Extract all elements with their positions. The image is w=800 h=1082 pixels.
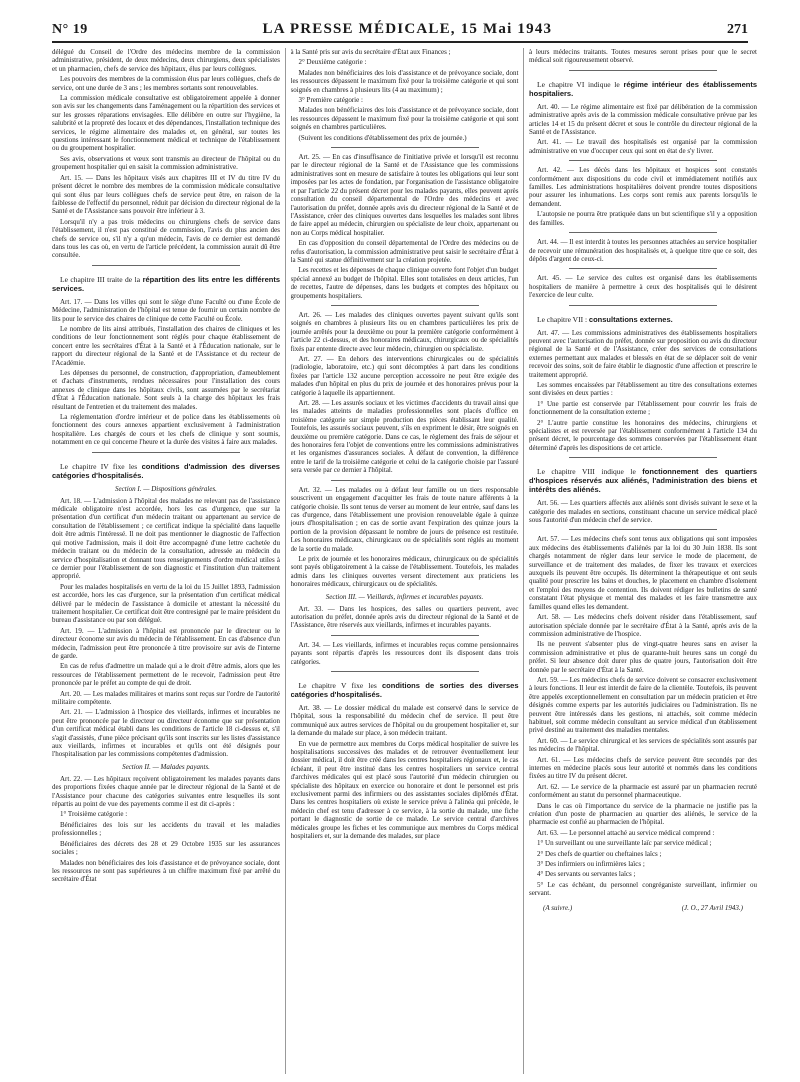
paragraph: En cas de refus d'admettre un malade qui a le droit d'être admis, alors que les ressources de l'établissement permettent de le recevoir, l'admission peut être prononcée par le préfet au compte de qui de droit. (52, 662, 280, 688)
list-item: 2° L'autre partie constitue les honoraires des médecins, chirurgiens et spécialistes et est reversée par l'établissement conformément à l'article 134 du présent décret, le pourcentage des sommes conservées par l'établissement étant déterminé d'après les dispositions de cet article. (529, 418, 757, 452)
article-paragraph: Art. 62. — Le service de la pharmacie est assuré par un pharmacien recruté conformément au statut du personnel pharmaceutique. (529, 782, 757, 800)
column-separator (523, 48, 524, 1074)
page-header (52, 14, 748, 43)
article-paragraph: Art. 34. — Les vieillards, infirmes et incurables reçus comme pensionnaires payants sont répartis d'après les ressources dont ils disposent dans trois catégories. (290, 640, 519, 666)
article-paragraph: Art. 59. — Les médecins chefs de service doivent se consacrer exclusivement à leurs fonctions. Il leur est interdit de faire de la clientèle. Toutefois, ils peuvent être appelés exceptionnellement en consultation par un médecin praticien et être désignés comme experts par les autorités judiciaires ou l'administration. Ils ne peuvent être intéressés dans les gestions, ni attachés, soit comme médecin habituel, soit comme médecin consultant au service médical d'un établissement privé destiné au traitement des maladies mentales. (529, 675, 757, 735)
paragraph: délégué du Conseil de l'Ordre des médecins membre de la commission administrative, président, de deux médecins, deux chirurgiens, deux spécialistes et un pharmacien, chefs de service des hôpitaux, élus par leurs collègues. (52, 48, 280, 73)
masthead-title: LA PRESSE MÉDICALE, 15 Mai 1943 (262, 21, 553, 37)
article-paragraph: Art. 32. — Les malades ou à défaut leur famille ou un tiers responsable souscrivent un engagement d'acquitter les frais de toute nature afférents à la catégorie choisie. Ils sont tenus de verser au moment de leur entrée, sauf dans les cas d'urgence, dans l'établissement une provision renouvelable égale à quinze jours d'hospitalisation ; en cas de sortie avant l'expiration des quinze jours la portion de la provision dépassant le nombre de jours de présence est restituée. Les honoraires médicaux, chirurgicaux ou de spécialités sont réglés au moment de la sortie du malade. (290, 485, 519, 553)
chapter-lead: Le chapitre VII : consultations externes. (537, 314, 673, 324)
chapter-heading: conditions d'admission des diverses catégories d'hospitalisés. (52, 461, 280, 480)
paragraph: à leurs médecins traitants. Toutes mesures seront prises pour que le secret médical soit rigoureusement observé. (529, 48, 757, 65)
divider (569, 70, 717, 71)
divider (92, 452, 240, 453)
paragraph: Les pouvoirs des membres de la commission élus par leurs collègues, chefs de service, ont une durée de 3 ans ; les membres sortants sont renouvelables. (52, 75, 280, 92)
article-paragraph: Art. 63. — Le personnel attaché au service médical comprend : (537, 828, 715, 837)
article-paragraph: Art. 21. — L'admission à l'hospice des vieillards, infirmes et incurables ne peut être prononcée par le directeur ou directeur économe que sur présentation d'un certificat médical établi dans les conditions de l'article 18 ci-dessus et, s'il s'agit d'assistés, d'une pièce précisant qu'ils sont inscrits sur les listes d'assistance aux vieillards, infirmes et incurables et qu'ils ont été désignés pour l'hospitalisation par les commissions compétentes d'admission. (52, 708, 280, 759)
list-item: 1° Troisième catégorie : (60, 810, 128, 819)
chapter-heading: consultations externes. (588, 314, 673, 324)
divider (569, 305, 717, 306)
article-paragraph: Art. 17. — Dans les villes qui sont le siège d'une Faculté ou d'une École de Médecine, l'administration de l'hôpital est tenue de fournir un certain nombre de lits pour le service des chaires de clinique de cette Faculté ou École. (52, 297, 280, 323)
paragraph: Les sommes encaissées par l'établissement au titre des consultations externes sont divisées en deux parties : (529, 380, 757, 398)
article-paragraph: Art. 60. — Le service chirurgical et les services de spécialités sont assurés par les médecins de l'hôpital. (529, 736, 757, 754)
list-item: 2° Des chefs de quartier ou cheftaines laïcs ; (537, 849, 662, 858)
article-paragraph: Art. 25. — En cas d'insuffisance de l'initiative privée et lorsqu'il est reconnu par le directeur régional de la Santé et de l'Assistance que les commissions administratives sont en mesure de satisfaire à toutes les obligations qui leur sont imposées par les actes de fondation, par l'organisation de l'assistance obligatoire et par l'article 22 du présent décret pour les malades payants, elles peuvent après consultation du conseil départemental de l'Ordre des médecins et avec l'autorisation du préfet, donnée après avis du directeur régional de la Santé et de l'Assistance, créer des cliniques ouvertes dans lesquelles les malades sont libres de faire appel au médecin, chirurgien ou spécialiste de leur choix, appartenant ou non au Corps médical hospitalier. (290, 153, 519, 237)
article-footer (529, 904, 757, 912)
list-item: 3° Première catégorie : (298, 96, 363, 105)
chapter-lead: Le chapitre IV fixe les conditions d'admission des diverses catégories d'hospitalisés. (52, 461, 280, 480)
divider (569, 232, 717, 233)
article-paragraph: Art. 57. — Les médecins chefs sont tenus aux obligations qui sont imposées aux médecins des établissements d'aliénés par la loi du 30 Juin 1838. Ils sont chargés notamment de régler dans leur service le mode de placement, de surveillance et de traitement des malades, de fixer les travaux et exercices auxquels ils peuvent être occupés. Ils déterminent la thérapeutique et ont seuls qualité pour prescrire les bains et douches, le placement en chambre d'isolement et l'emploi des moyens de contention. Ils doivent rédiger les bulletins de santé constatant l'état physique et mental des malades et les faire transmettre aux familles quand elles les demandent. (529, 535, 757, 611)
article-paragraph: Art. 61. — Les médecins chefs de service peuvent être secondés par des internes en médecine placés sous leur autorité et nommés dans les conditions fixées au titre IV du présent décret. (529, 755, 757, 781)
divider (331, 305, 479, 306)
article-paragraph: Art. 47. — Les commissions administratives des établissements hospitaliers peuvent avec l'autorisation du préfet, donnée sur proposition ou avis du directeur régional de la Santé et de l'Assistance, créer des services de consultations externes permettant aux malades et blessés en état de se déplacer soit de venir recevoir des soins, soit de faire établir le diagnostic d'une affection et prescrire le traitement approprié. (529, 328, 757, 379)
paragraph: Le nombre de lits ainsi attribués, l'installation des chaires de cliniques et les conditions de leur fonctionnement sont réglés pour chaque établissement de concert entre les secrétaires d'État à la Santé et à l'Éducation nationale, sur le rapport du directeur régional de la Santé et de l'Assistance et du recteur de l'Académie. (52, 324, 280, 367)
article-paragraph: Art. 45. — Le service des cultes est organisé dans les établissements hospitaliers de manière à permettre à ceux des hospitalisés qui le désirent l'exercice de leur culte. (529, 274, 757, 300)
article-paragraph: Art. 40. — Le régime alimentaire est fixé par délibération de la commission administrative après avis de la commission médicale consultative prévue par les articles 14 et 15 du présent décret et sous le contrôle du directeur régional de la Santé et de l'Assistance. (529, 102, 757, 137)
page-number: 271 (726, 22, 748, 37)
article-paragraph: Art. 44. — Il est interdit à toutes les personnes attachées au service hospitalier de recevoir une rémunération des hospitalisés et, à quelque titre que ce soit, des dépôts d'argent de ceux-ci. (529, 238, 757, 263)
column-separator (285, 48, 286, 1074)
paragraph: Bénéficiaires des lois sur les accidents du travail et les maladies professionnelles ; (52, 820, 280, 838)
paragraph: Dans le cas où l'importance du service de la pharmacie ne justifie pas la création d'un poste de pharmacien au quartier des aliénés, le service de la pharmacie est confié au pharmacien de l'hôpital. (529, 801, 757, 827)
to-be-continued: (A suivre.) (543, 903, 573, 912)
list-item: 2° Deuxième catégorie : (298, 58, 367, 67)
list-item: 1° Une partie est conservée par l'établissement pour couvrir les frais de fonctionnement de la consultation externe ; (529, 399, 757, 417)
divider (331, 635, 479, 636)
chapter-lead: Le chapitre V fixe les conditions de sorties des diverses catégories d'hospitalisés. (290, 681, 519, 699)
source-citation: (J. O., 27 Avril 1943.) (681, 903, 743, 912)
paragraph: L'autopsie ne pourra être pratiquée dans un but scientifique s'il y a opposition des familles. (529, 210, 757, 227)
issue-number: N° 19 (52, 22, 88, 37)
article-paragraph: Art. 38. — Le dossier médical du malade est conservé dans le service de l'hôpital, sous la responsabilité du médecin chef de service. Il peut être communiqué aux autres services de l'hôpital ou du groupement hospitalier et, sur la demande du malade sur place, à son médecin traitant. (290, 704, 519, 738)
divider (569, 268, 717, 269)
paragraph: Malades non bénéficiaires des lois d'assistance et de prévoyance sociale, dont les ressources ne sont pas supérieures à un chiffre maximum fixé par arrêté du secrétaire d'État (52, 858, 280, 884)
article-paragraph: Art. 56. — Les quartiers affectés aux aliénés sont divisés suivant le sexe et la catégorie des malades en sections, constituant chacune un service médical placé sous l'autorité d'un médecin chef de service. (529, 499, 757, 525)
divider (569, 457, 717, 458)
article-columns (52, 48, 757, 1074)
divider (331, 147, 479, 148)
column-2 (291, 48, 519, 1074)
article-paragraph: Art. 20. — Les malades militaires et marins sont reçus sur l'ordre de l'autorité militaire compétente. (52, 689, 280, 706)
column-1 (52, 48, 280, 1074)
chapter-lead: Le chapitre III traite de la répartition des lits entre les différents services. (52, 274, 280, 293)
divider (331, 671, 479, 672)
chapter-lead: Le chapitre VIII indique le fonctionnement des quartiers d'hospices réservés aux aliénés, l'administration des biens et intérêts des aliénés. (529, 467, 757, 495)
list-item: 3° Des infirmiers ou infirmières laïcs ; (537, 860, 645, 869)
article-paragraph: Art. 28. — Les assurés sociaux et les victimes d'accidents du travail ainsi que les malades atteints de maladies professionnelles sont placés d'office en troisième catégorie sur simple production des pièces établissant leur qualité. Toutefois, les assurés sociaux peuvent, s'ils en expriment le désir, être soignés en deuxième ou première catégorie. Dans ce cas, le règlement des frais de séjour et des honoraires fera l'objet de conventions entre les commissions administratives et les organismes d'assurances sociales. À défaut de convention, la différence entre le tarif de la troisième catégorie et celui de la catégorie choisie par l'assuré sera versée par ce dernier à l'hôpital. (290, 399, 519, 475)
article-paragraph: Art. 27. — En dehors des interventions chirurgicales ou de spécialités (radiologie, laboratoire, etc.) qui sont décomptées à part dans les conditions fixées par l'article 132 aucune perception accessoire ne peut être exigée des malades d'un hôpital en plus du prix de journée et des honoraires prévus pour la catégorie à laquelle ils appartiennent. (290, 355, 519, 397)
list-item: 4° Des servants ou servantes laïcs ; (537, 870, 636, 879)
article-paragraph: Art. 15. — Dans les hôpitaux visés aux chapitres III et IV du titre IV du présent décret le nombre des membres de la commission médicale consultative qui sont élus par leurs collègues chefs de service peut être, en raison de la faiblesse de l'effectif du personnel, réduit par décision du directeur régional de la Santé et de l'Assistance sans pouvoir être inférieur à 3. (52, 173, 280, 216)
chapter-heading: régime intérieur des établissements hospitaliers. (529, 79, 757, 98)
divider (569, 160, 717, 161)
paragraph: Lorsqu'il n'y a pas trois médecins ou chirurgiens chefs de service dans l'établissement, il n'est pas constitué de commission, l'avis du plus ancien des chefs de service ou, s'il n'y a qu'un médecin, l'avis de ce dernier est demandé dans tous les cas où, en vertu de l'article précédent, la commission aurait dû être consultée. (52, 217, 280, 260)
column-3 (529, 48, 757, 1074)
section-title: Section III. — Vieillards, infirmes et incurables payants. (325, 592, 484, 601)
list-item: 1° Un surveillant ou une surveillante laïc par service médical ; (537, 839, 712, 848)
paragraph: Les recettes et les dépenses de chaque clinique ouverte font l'objet d'un budget spécial annexé au budget de l'hôpital. Elles sont totalisées en deux articles, l'un de recettes, l'autre de dépenses, dans les budgets et comptes des hôpitaux ou groupements hospitaliers. (290, 266, 519, 300)
article-paragraph: Art. 41. — Le travail des hospitalisés est organisé par la commission administrative en vue d'occuper ceux qui sont en état de s'y livrer. (529, 138, 757, 155)
paragraph: En vue de permettre aux membres du Corps médical hospitalier de suivre les hospitalisations successives des malades et de retrouver éventuellement leur dossier médical, il doit être créé dans les centres hospitaliers régionaux et, le cas échéant, il peut être institué dans les centres hospitaliers un service central d'archives médicales qui est placé sous l'autorité d'un médecin chirurgien ou spécialiste des hôpitaux en exercice ou honoraire et dont le personnel est pris exclusivement parmi des infirmiers ou des assistantes sociales diplômés d'État. Dans les centres hospitaliers où existe le service prévu à l'alinéa qui précède, le médecin chef est tenu d'adresser à ce service, à la sortie du malade, une fiche portant le diagnostic de sortie de ce malade. Le service central d'archives médicales groupe les fiches et les communique aux membres du Corps médical hospitaliers et, sur la demande des malades, sur place (290, 739, 519, 841)
paragraph: (Suivent les conditions d'établissement des prix de journée.) (298, 133, 467, 142)
chapter-lead: Le chapitre VI indique le régime intérieur des établissements hospitaliers. (529, 79, 757, 98)
paragraph: Bénéficiaires des décrets des 28 et 29 Octobre 1935 sur les assurances sociales ; (52, 839, 280, 857)
article-paragraph: Art. 42. — Les décès dans les hôpitaux et hospices sont constatés conformément aux dispositions du code civil et immédiatement notifiés aux familles. Les administrations hospitalières doivent prendre toutes dispositions pour assurer les inhumations. Les corps sont remis aux parents lorsqu'ils le demandent. (529, 166, 757, 208)
article-paragraph: Art. 19. — L'admission à l'hôpital est prononcée par le directeur ou le directeur économe sur avis du médecin de l'établissement. En cas d'absence d'un médecin, l'admission peut être prononcée à titre provisoire sur avis de l'interne de garde. (52, 626, 280, 660)
section-title: Section I. — Dispositions générales. (115, 484, 217, 493)
paragraph: En cas d'opposition du conseil départemental de l'Ordre des médecins ou de refus d'autorisation, la commission administrative peut saisir le secrétaire d'État à la Santé qui statue définitivement sur la création projetée. (290, 239, 519, 264)
paragraph: Malades non bénéficiaires des lois d'assistance et de prévoyance sociale, dont les ressources dépassent le maximum fixé pour la troisième catégorie et qui sont soignés en chambres particulières. (290, 106, 519, 132)
paragraph: à la Santé pris sur avis du secrétaire d'État aux Finances ; (290, 48, 451, 56)
divider (569, 529, 717, 530)
section-title: Section II. — Malades payants. (122, 762, 210, 771)
article-paragraph: Art. 33. — Dans les hospices, des salles ou quartiers peuvent, avec autorisation du préfet, donnée après avis du directeur régional de la Santé et de l'Assistance, être réservés aux vieillards, infirmes et incurables payants. (290, 604, 519, 630)
chapter-heading: conditions de sorties des diverses catégories d'hospitalisés. (290, 681, 519, 699)
paragraph: Le prix de journée et les honoraires médicaux, chirurgicaux ou de spécialités sont payés obligatoirement à la caisse de l'établissement. Toutefois, les malades admis dans les cliniques ouvertes versent directement aux praticiens les honoraires médicaux, chirurgicaux ou de spécialités. (290, 554, 519, 589)
chapter-heading: fonctionnement des quartiers d'hospices réservés aux aliénés, l'administration des biens et intérêts des aliénés. (529, 467, 757, 495)
paragraph: La réglementation d'ordre intérieur et de police dans les établissements où fonctionnent des cours annexes appartient exclusivement à l'administration hospitalière. Les chargés de cours et les chefs de clinique y sont soumis, notamment en ce qui concerne l'heure et la durée des visites à faire aux malades. (52, 413, 280, 447)
article-paragraph: Art. 26. — Les malades des cliniques ouvertes payent suivant qu'ils sont soignés en chambres à plusieurs lits ou en chambres particulières les prix de journée arrêtés pour la deuxième ou pour la première catégorie conformément à l'article 22 ci-dessus, et des honoraires médicaux, chirurgicaux ou de spécialités fixés par entente directe avec leur médecin, chirurgien ou spécialiste. (290, 310, 519, 353)
paragraph: Ses avis, observations et vœux sont transmis au directeur de l'hôpital ou du groupement hospitalier qui en saisit la commission administrative. (52, 154, 280, 172)
paragraph: Malades non bénéficiaires des lois d'assistance et de prévoyance sociale, dont les ressources dépassent le maximum fixé pour la troisième catégorie et qui sont soignés en chambres à plusieurs lits (4 au maximum) ; (290, 68, 519, 94)
chapter-heading: répartition des lits entre les différents services. (52, 274, 280, 293)
divider (92, 265, 240, 266)
divider (331, 480, 479, 481)
article-paragraph: Art. 22. — Les hôpitaux reçoivent obligatoirement les malades payants dans des proportions fixées chaque année par le directeur régional de la Santé et de l'Assistance pour chacune des catégories suivantes entre lesquelles ils sont répartis au point de vue des payements comme il est dit ci-après : (52, 774, 280, 809)
list-item: 5° Le cas échéant, du personnel congréganiste surveillant, infirmier ou servant. (529, 880, 757, 898)
article-paragraph: Art. 58. — Les médecins chefs doivent résider dans l'établissement, sauf autorisation spéciale donnée par le secrétaire d'État à la Santé, après avis de la commission administrative de l'hospice. (529, 613, 757, 638)
paragraph: Ils ne peuvent s'absenter plus de vingt-quatre heures sans en aviser la commission administrative et plus de quarante-huit heures sans un congé du préfet. Si leur absence doit durer plus de quatre jours, l'autorisation doit être donnée par le secrétaire d'État à la Santé. (529, 640, 757, 674)
paragraph: Pour les malades hospitalisés en vertu de la loi du 15 Juillet 1893, l'admission est accordée, hors les cas d'urgence, sur la présentation d'un certificat médical délivré par le médecin de l'assistance à domicile et attestant la nécessité du traitement hospitalier. Ce certificat doit être contresigné par le maire président du bureau d'assistance ou par son délégué. (52, 582, 280, 625)
paragraph: La commission médicale consultative est obligatoirement appelée à donner son avis sur les changements dans l'aménagement ou la répartition des services et sur les grosses réparations envisagées. Elle délibère en outre sur l'hygiène, la salubrité et la propreté des locaux et des dépendances, l'installation technique des services, le régime alimentaire des malades et, en général, sur toutes les questions intéressant le fonctionnement médical et technique de l'établissement ou du groupement hospitalier. (52, 94, 280, 153)
paragraph: Les dépenses du personnel, de construction, d'appropriation, d'ameublement et d'achats d'instruments, rendues nécessaires pour l'installation des cours annexes de clinique dans les hôpitaux civils, sont assumées par le secrétariat d'État à l'Éducation nationale. Sont seuls à la charge des hôpitaux les frais résultant de l'entretien et du traitement des malades. (52, 369, 280, 411)
article-paragraph: Art. 18. — L'admission à l'hôpital des malades ne relevant pas de l'assistance médicale obligatoire n'est accordée, hors les cas d'urgence, que sur la présentation d'un certificat d'un médecin traitant ou appartenant au service de consultation de l'établissement ; ce certificat indique la spécialité dans laquelle doit être admis l'intéressé. Il ne doit pas mentionner le diagnostic de l'affection qui motive l'admission, mais il doit être accompagné d'une lettre cachetée du médecin traitant ou du médecin de la consultation, adressée au médecin du service d'hospitalisation et donnant tous renseignements d'ordre médical utiles à ce dernier pour l'établissement de son diagnostic et l'institution d'un traitement approprié. (52, 496, 280, 581)
